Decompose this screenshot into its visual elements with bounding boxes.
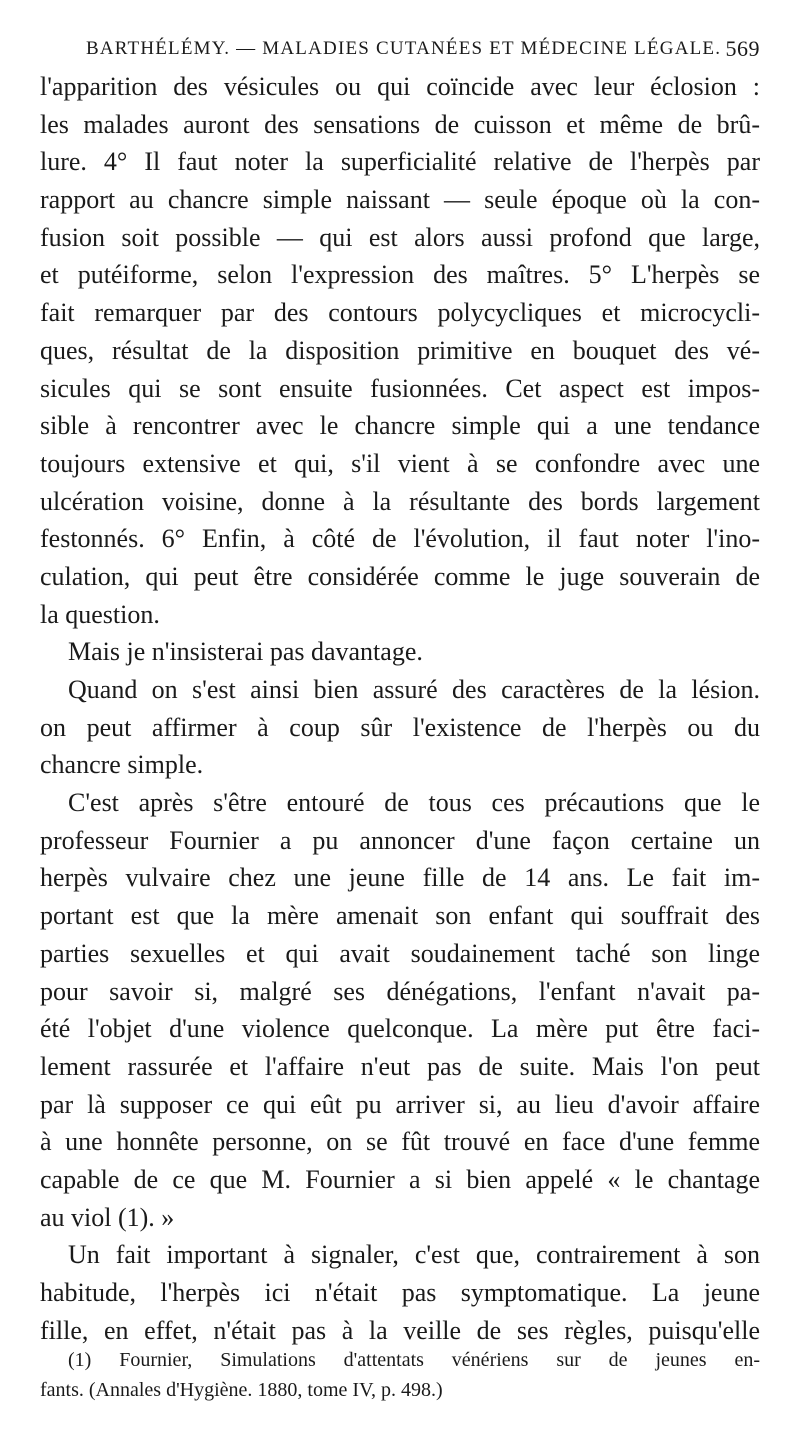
text-line: lement rassurée et l'affaire n'eut pas de suite. Mais l'on peut	[40, 1051, 760, 1081]
text-line: l'apparition des vésicules ou qui coïncide avec leur éclosion :	[40, 72, 760, 101]
text-line: fusion soit possible — qui est alors aussi profond que large,	[40, 222, 760, 252]
text-line: herpès vulvaire chez une jeune fille de 14 ans. Le fait im-	[40, 863, 760, 893]
running-head-title: BARTHÉLÉMY. — MALADIES CUTANÉES ET MÉDECINE LÉGALE.	[86, 38, 722, 59]
text-line: pour savoir si, malgré ses dénégations, l'enfant n'avait pa-	[40, 976, 760, 1006]
footnotes	[40, 1345, 760, 1405]
text-line: chancre simple.	[40, 750, 204, 780]
text-line: toujours extensive et qui, s'il vient à se confondre avec une	[40, 448, 760, 478]
text-line: lure. 4° Il faut noter la superficialité relative de l'herpès par	[40, 147, 760, 177]
text-line: professeur Fournier a pu annoncer d'une façon certaine un	[40, 825, 760, 855]
paragraph-start-line: Quand on s'est ainsi bien assuré des caractères de la lésion.	[68, 675, 760, 704]
text-line: on peut affirmer à coup sûr l'existence de l'herpès ou du	[40, 712, 760, 742]
footnote-line: (1) Fournier, Simulations d'attentats vénériens sur de jeunes en-	[68, 1349, 760, 1371]
text-line: la question.	[40, 599, 160, 629]
paragraph-start-line: Un fait important à signaler, c'est que, contrairement à son	[68, 1240, 760, 1270]
text-line: culation, qui peut être considérée comme le juge souverain de	[40, 561, 760, 591]
text-line: fille, en effet, n'était pas à la veille de ses règles, puisqu'elle	[40, 1315, 760, 1345]
text-line: sible à rencontrer avec le chancre simple qui a une tendance	[40, 411, 760, 441]
text-line: et putéiforme, selon l'expression des maîtres. 5° L'herpès se	[40, 260, 760, 290]
page-number: 569	[725, 36, 760, 61]
text-line: été l'objet d'une violence quelconque. La mère put être faci-	[40, 1014, 760, 1044]
running-head	[86, 34, 760, 64]
text-line: au viol (1). »	[40, 1202, 175, 1232]
text-line: à une honnête personne, on se fût trouvé en face d'une femme	[40, 1127, 760, 1157]
text-line: capable de ce que M. Fournier a si bien appelé « le chantage	[40, 1164, 760, 1194]
footnote-line: fants. (Annales d'Hygiène. 1880, tome IV, p. 498.)	[40, 1379, 443, 1401]
text-line: portant est que la mère amenait son enfant qui souffrait des	[40, 901, 760, 931]
text-line: festonnés. 6° Enfin, à côté de l'évolution, il faut noter l'ino-	[40, 524, 760, 554]
body-text	[40, 68, 760, 1349]
text-line: ulcération voisine, donne à la résultante des bords largement	[40, 486, 760, 516]
text-line: les malades auront des sensations de cuisson et même de brû-	[40, 109, 760, 139]
paragraph-start-line: C'est après s'être entouré de tous ces précautions que le	[68, 788, 760, 818]
text-line: fait remarquer par des contours polycycliques et microcycli-	[40, 298, 760, 328]
text-line: habitude, l'herpès ici n'était pas symptomatique. La jeune	[40, 1278, 760, 1307]
text-line: sicules qui se sont ensuite fusionnées. Cet aspect est impos-	[40, 373, 760, 403]
text-line: parties sexuelles et qui avait soudainement taché son linge	[40, 938, 760, 968]
text-line: rapport au chancre simple naissant — seule époque où la con-	[40, 185, 760, 215]
text-line: par là supposer ce qui eût pu arriver si, au lieu d'avoir affaire	[40, 1089, 760, 1119]
text-line: ques, résultat de la disposition primitive en bouquet des vé-	[40, 335, 760, 365]
paragraph-start-line: Mais je n'insisterai pas davantage.	[68, 637, 423, 667]
